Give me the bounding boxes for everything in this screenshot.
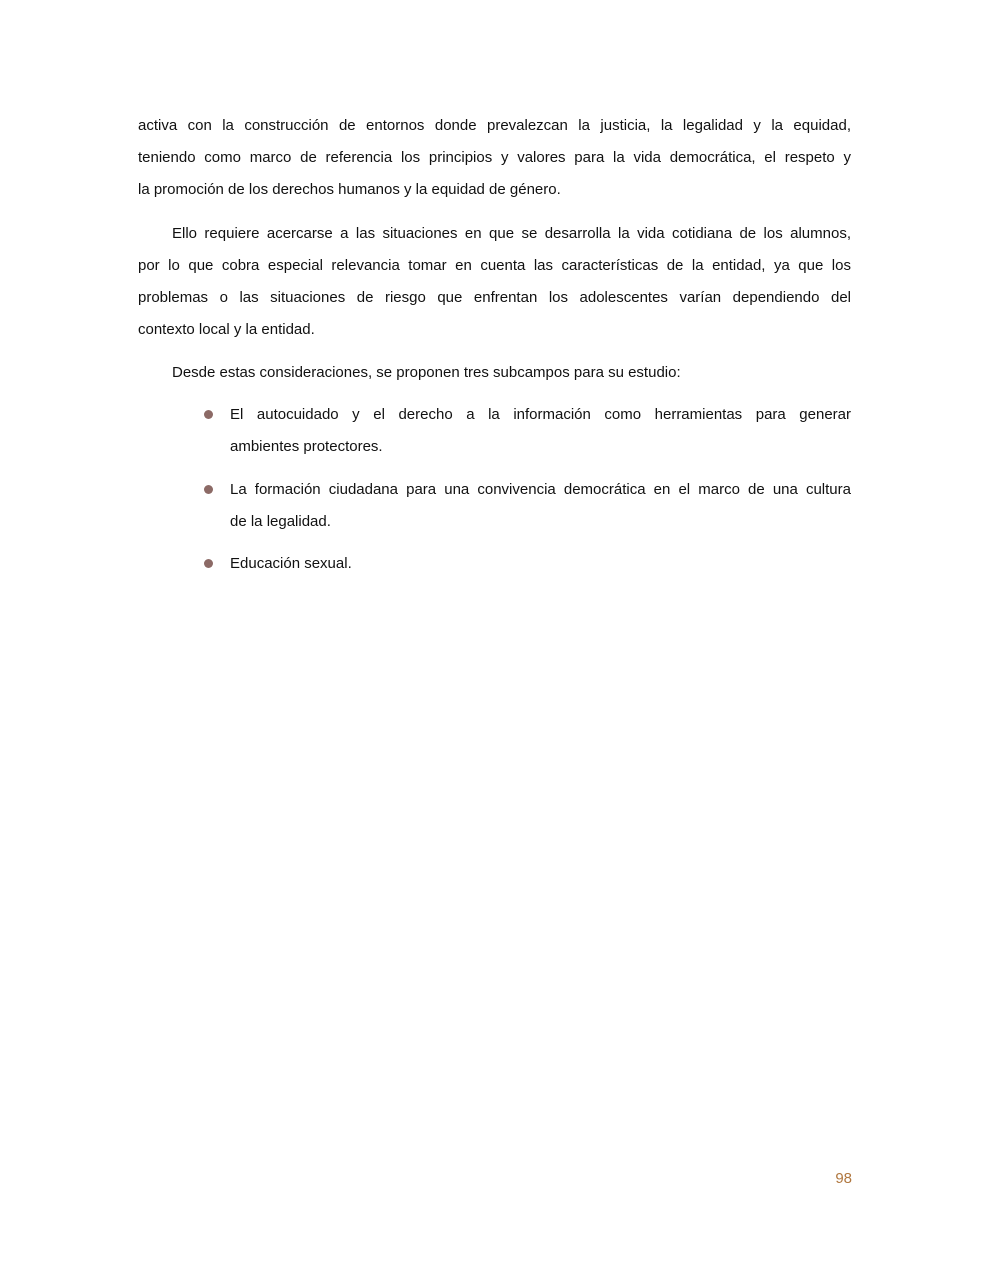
text-line: teniendo como marco de referencia los principios y valores para la vida democrática, el respeto y <box>138 149 851 166</box>
page-number: 98 <box>835 1170 852 1187</box>
text-line: por lo que cobra especial relevancia tomar en cuenta las características de la entidad, ya que los <box>138 257 851 274</box>
text-line: de la legalidad. <box>230 513 331 530</box>
text-line: Desde estas consideraciones, se proponen tres subcampos para su estudio: <box>172 364 681 381</box>
text-line: Ello requiere acercarse a las situaciones en que se desarrolla la vida cotidiana de los alumnos, <box>172 225 851 242</box>
text-line: activa con la construcción de entornos donde prevalezcan la justicia, la legalidad y la equidad, <box>138 117 851 134</box>
text-line: contexto local y la entidad. <box>138 321 315 338</box>
text-line: la promoción de los derechos humanos y la equidad de género. <box>138 181 561 198</box>
text-line: problemas o las situaciones de riesgo que enfrentan los adolescentes varían dependiendo del <box>138 289 851 306</box>
text-line: La formación ciudadana para una convivencia democrática en el marco de una cultura <box>230 481 851 498</box>
bullet-icon <box>204 559 213 568</box>
text-line: Educación sexual. <box>230 555 352 572</box>
bullet-icon <box>204 485 213 494</box>
bullet-icon <box>204 410 213 419</box>
text-line: El autocuidado y el derecho a la información como herramientas para generar <box>230 406 851 423</box>
text-line: ambientes protectores. <box>230 438 383 455</box>
